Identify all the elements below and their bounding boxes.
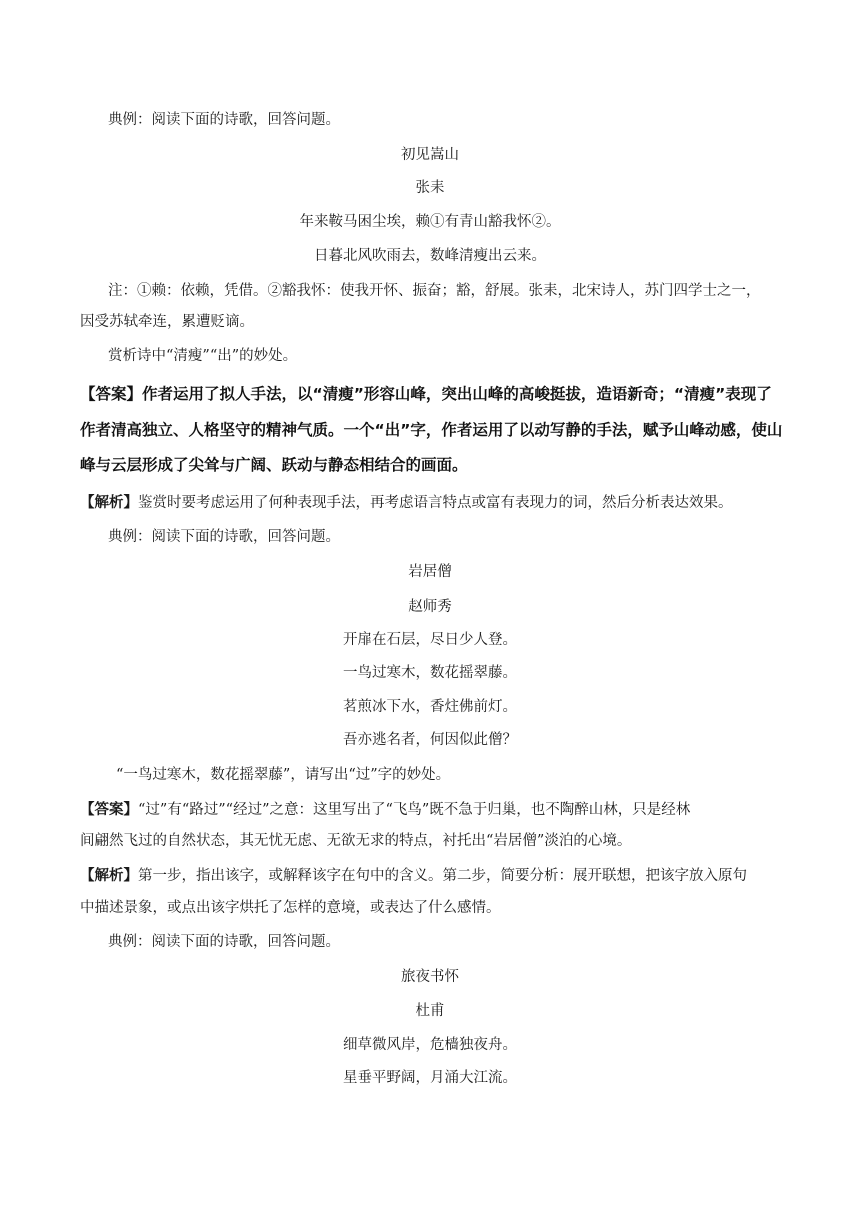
poem-line: 星垂平野阔，月涌大江流。 (343, 1070, 517, 1086)
poem-line: 吾亦逃名者，何因似此僧？ (343, 732, 517, 748)
analysis-text: 中描述景象，或点出该字烘托了怎样的意境，或表达了什么感情。 (80, 900, 501, 916)
poem-note: 注：①赖：依赖，凭借。②豁我怀：使我开怀、振奋；豁，舒展。张耒，北宋诗人，苏门四学士之一， (108, 283, 761, 299)
analysis-tag: 【解析】 (80, 867, 138, 884)
poem-title: 初见嵩山 (401, 147, 459, 163)
answer-text: 峰与云层形成了尖耸与广阔、跃动与静态相结合的画面。 (80, 456, 468, 474)
example-intro: 典例：阅读下面的诗歌，回答问题。 (108, 529, 340, 545)
answer-block (80, 384, 772, 405)
poem-title: 旅夜书怀 (401, 969, 459, 985)
poem-line: 一鸟过寒木，数花摇翠藤。 (343, 665, 517, 681)
answer-text: 作者清高独立、人格坚守的精神气质。一个“出”字，作者运用了以动写静的手法，赋予山峰动感，使山 (80, 421, 783, 439)
poem-line: 茗煎冰下水，香炷佛前灯。 (343, 699, 517, 715)
analysis-block (80, 866, 747, 886)
poem-line: 日暮北风吹雨去，数峰清瘦出云来。 (314, 248, 546, 264)
question: “一鸟过寒木，数花摇翠藤”，请写出“过”字的妙处。 (116, 767, 451, 783)
answer-text: “过”有“路过”“经过”之意：这里写出了“飞鸟”既不急于归巢，也不陶醉山林，只是经林 (138, 802, 691, 818)
answer-tag: 【答案】 (80, 801, 138, 818)
poem-author: 赵师秀 (408, 599, 452, 615)
analysis-text: 鉴赏时要考虑运用了何种表现手法，再考虑语言特点或富有表现力的词，然后分析表达效果。 (138, 495, 733, 511)
example-intro: 典例：阅读下面的诗歌，回答问题。 (108, 112, 340, 128)
question: 赏析诗中“清瘦”“出”的妙处。 (108, 348, 298, 364)
poem-line: 细草微风岸，危樯独夜舟。 (343, 1037, 517, 1053)
poem-line: 开扉在石层，尽日少人登。 (343, 632, 517, 648)
analysis-text: 第一步，指出该字，或解释该字在句中的含义。第二步，简要分析：展开联想，把该字放入原句 (138, 868, 747, 884)
answer-block (80, 800, 690, 820)
analysis-tag: 【解析】 (80, 494, 138, 511)
analysis-block (80, 493, 733, 513)
answer-text: 间翩然飞过的自然状态，其无忧无虑、无欲无求的特点，衬托出“岩居僧”淡泊的心境。 (80, 833, 632, 849)
poem-author: 张耒 (415, 180, 445, 196)
answer-text: 作者运用了拟人手法，以“清瘦”形容山峰，突出山峰的高峻挺拔，造语新奇；“清瘦”表现了 (142, 385, 772, 403)
poem-title: 岩居僧 (408, 564, 452, 580)
example-intro: 典例：阅读下面的诗歌，回答问题。 (108, 934, 340, 950)
poem-note: 因受苏轼牵连，累遭贬谪。 (80, 314, 254, 330)
poem-line: 年来鞍马困尘埃，赖①有青山豁我怀②。 (299, 214, 561, 230)
answer-tag: 【答案】 (80, 385, 143, 403)
poem-author: 杜甫 (415, 1003, 445, 1019)
